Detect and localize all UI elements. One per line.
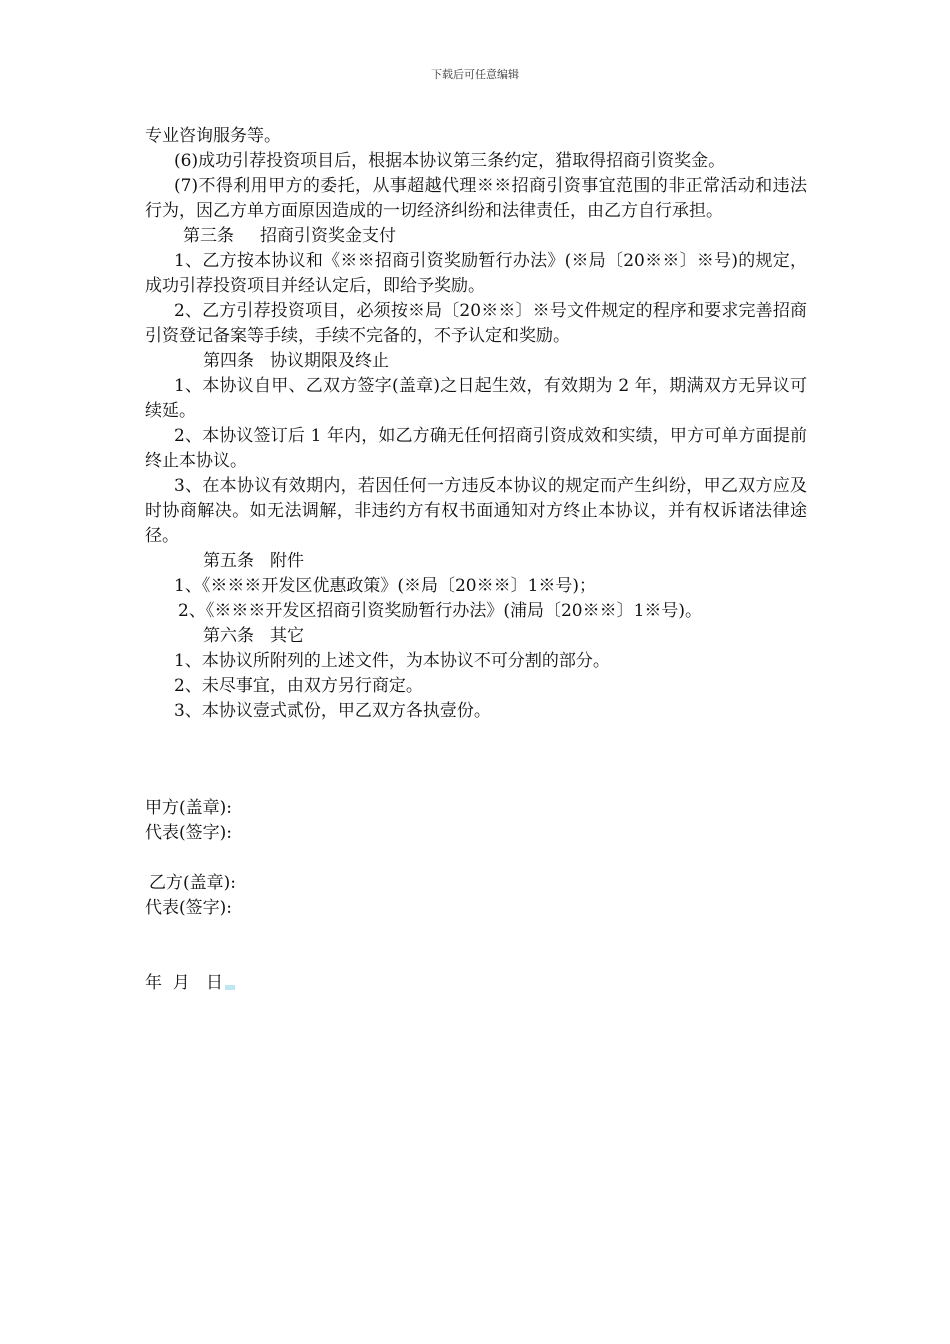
date-text: 年 月 日 (145, 973, 224, 993)
attachment-item: 2、《※※※开发区招商引资奖励暂行办法》(浦局〔20※※〕1※号)。 (178, 601, 703, 621)
paragraph: 1、本协议所附列的上述文件，为本协议不可分割的部分。 (174, 651, 610, 671)
article-name: 招商引资奖金支付 (260, 226, 396, 246)
article-heading-4 (145, 349, 807, 374)
article-number: 第四条 (203, 351, 254, 371)
document-body (145, 124, 807, 724)
paragraph: 3、本协议壹式贰份，甲乙双方各执壹份。 (174, 701, 491, 721)
paragraph: 3、在本协议有效期内，若因任何一方违反本协议的规定而产生纠纷，甲乙双方应及时协商解决。如无法调解，非违约方有权书面通知对方终止本协议，并有权诉诸法律途径。 (145, 476, 807, 546)
paragraph: (6)成功引荐投资项目后，根据本协议第三条约定，猎取得招商引资奖金。 (174, 151, 726, 171)
paragraph: 1、本协议自甲、乙双方签字(盖章)之日起生效，有效期为 2 年，期满双方无异议可续延。 (145, 376, 807, 421)
party-a-rep-line: 代表(签字): (145, 823, 232, 843)
article-name: 协议期限及终止 (270, 351, 389, 371)
article-heading-3 (145, 224, 807, 249)
paragraph: 2、本协议签订后 1 年内，如乙方确无任何招商引资成效和实绩，甲方可单方面提前终止本协议。 (145, 426, 807, 471)
date-line (145, 971, 235, 996)
article-number: 第五条 (203, 551, 254, 571)
article-name: 附件 (270, 551, 304, 571)
paragraph: 2、未尽事宜，由双方另行商定。 (174, 676, 423, 696)
article-name: 其它 (270, 626, 304, 646)
party-b-rep-line: 代表(签字): (145, 898, 232, 918)
article-number: 第六条 (203, 626, 254, 646)
paragraph: 2、乙方引荐投资项目，必须按※局〔20※※〕※号文件规定的程序和要求完善招商引资登记备案等手续，手续不完备的，不予认定和奖励。 (145, 301, 807, 346)
paragraph: (7)不得利用甲方的委托，从事超越代理※※招商引资事宜范围的非正常活动和违法行为，因乙方单方面原因造成的一切经济纠纷和法律责任，由乙方自行承担。 (145, 176, 807, 221)
article-heading-6 (145, 624, 807, 649)
attachment-item: 1、《※※※开发区优惠政策》(※局〔20※※〕1※号)； (174, 576, 597, 596)
cursor-mark (225, 985, 235, 990)
page-header: 下载后可任意编辑 (431, 68, 519, 81)
party-b-seal-line: 乙方(盖章): (149, 873, 236, 893)
article-number: 第三条 (183, 226, 234, 246)
article-heading-5 (145, 549, 807, 574)
paragraph: 专业咨询服务等。 (145, 126, 281, 146)
paragraph: 1、乙方按本协议和《※※招商引资奖励暂行办法》(※局〔20※※〕※号)的规定，成功引荐投资项目并经认定后，即给予奖励。 (145, 251, 807, 296)
party-a-seal-line: 甲方(盖章): (145, 798, 232, 818)
